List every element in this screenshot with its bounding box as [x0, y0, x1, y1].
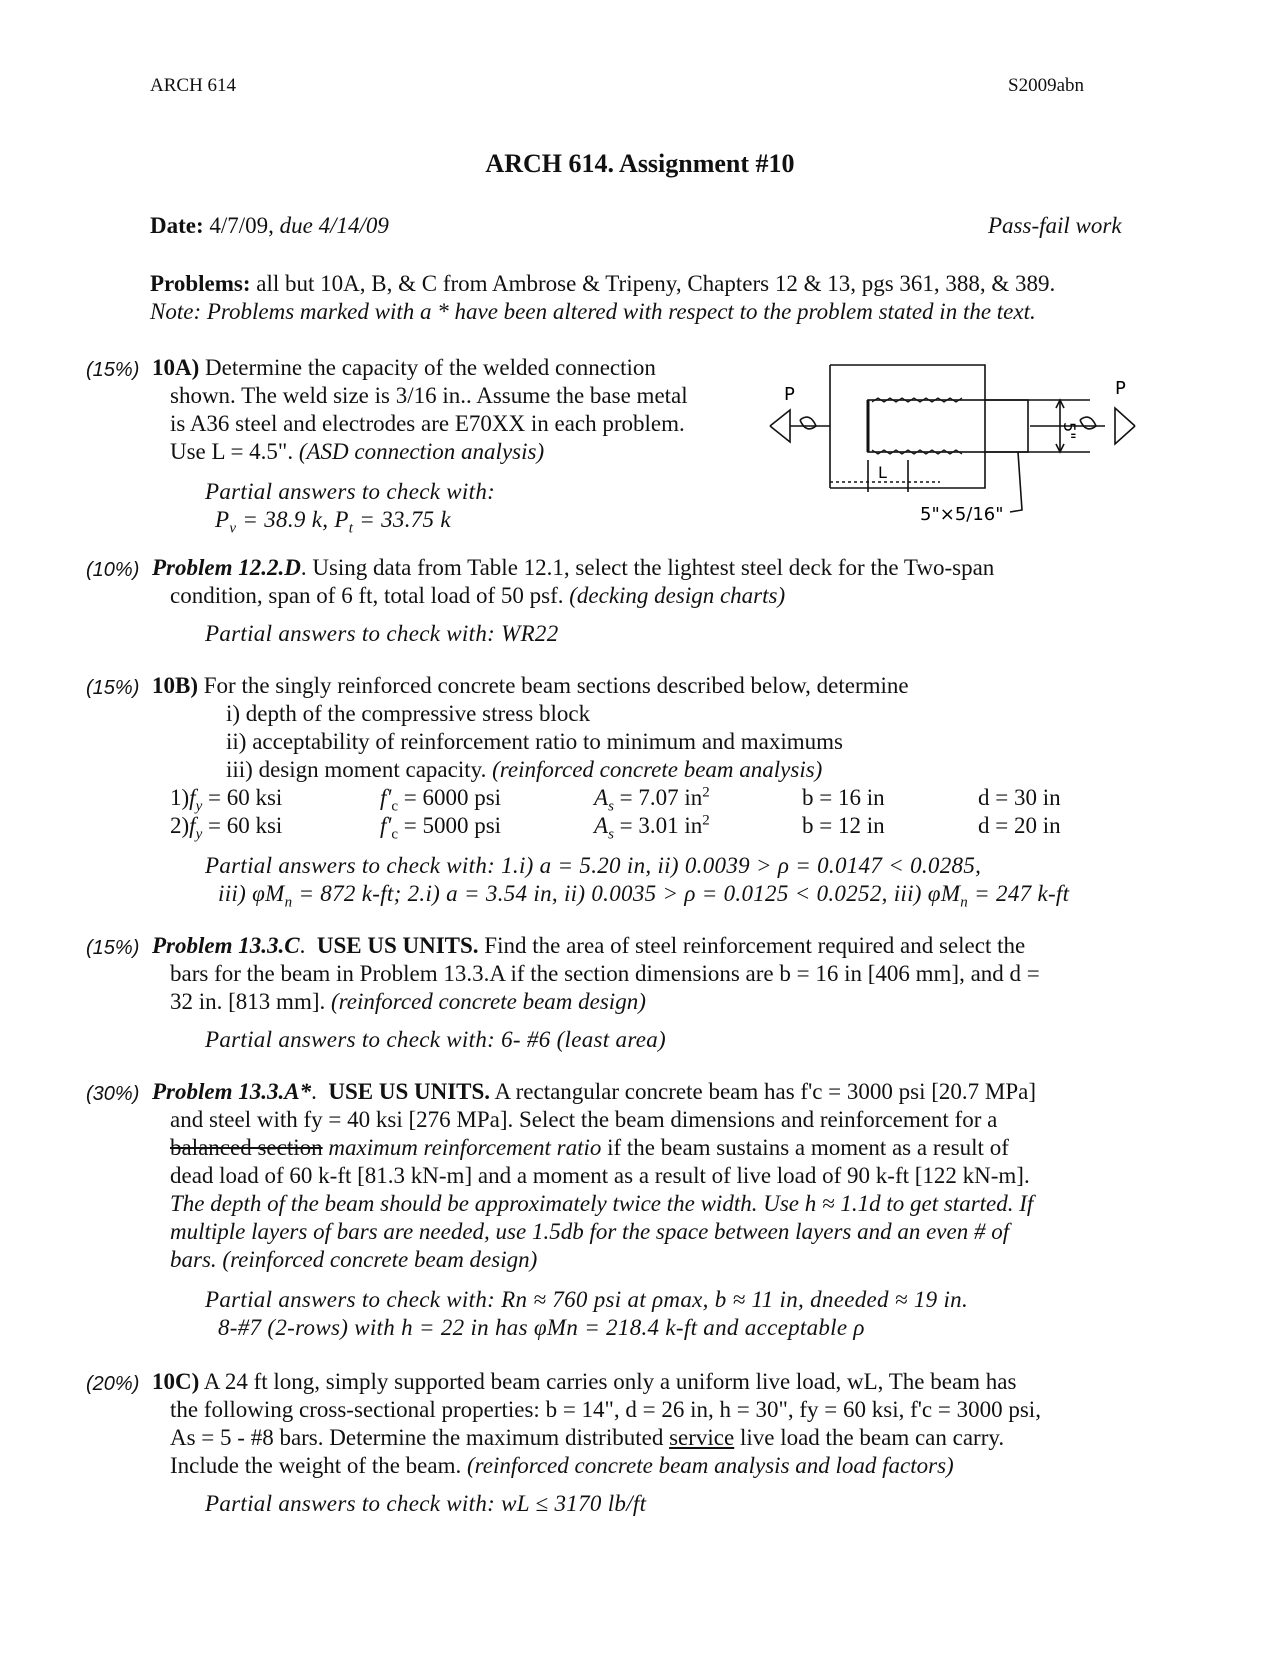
header-course: ARCH 614	[150, 75, 237, 96]
grading-note: Pass-fail work	[988, 213, 1122, 238]
header-code: S2009abn	[1008, 75, 1084, 96]
problem-10a-line2: shown. The weld size is 3/16 in.. Assume the base metal	[170, 383, 688, 408]
problem-10a-text: Determine the capacity of the welded connection	[205, 355, 656, 380]
problem-13-3-a-line2: and steel with fy = 40 ksi [276 MPa]. Select the beam dimensions and reinforcement for a	[170, 1107, 998, 1132]
problem-13-3-c-line1: Problem 13.3.C. USE US UNITS. Find the area of steel reinforcement required and select the	[152, 933, 1026, 958]
problems-label: Problems:	[150, 271, 251, 296]
problem-12-2-d-line2	[170, 582, 785, 610]
struck-text: balanced section	[170, 1135, 323, 1160]
problem-10c-line2: the following cross-sectional properties: b = 14", d = 26 in, h = 30", fy = 60 ksi, f'c = 3000 psi,	[170, 1397, 1041, 1422]
welded-connection-figure	[760, 360, 1160, 550]
dim-height-label: 5"	[1060, 422, 1079, 440]
problem-10a-tag: (ASD connection analysis)	[298, 439, 545, 464]
problem-10b-text: For the singly reinforced concrete beam sections described below, determine	[203, 673, 909, 698]
load-p-left: P	[784, 384, 795, 405]
problem-10b-answer-1: Partial answers to check with: 1.i) a = 5.20 in, ii) 0.0039 > ρ = 0.0147 < 0.0285,	[205, 853, 982, 878]
problems-text: all but 10A, B, & C from Ambrose & Tripeny, Chapters 12 & 13, pgs 361, 388, & 389.	[256, 271, 1056, 296]
problem-13-3-a-text7: bars.	[170, 1247, 217, 1272]
problem-10c-text3-rest: live load the beam can carry.	[739, 1425, 1005, 1450]
problem-13-3-a-answer-1: Partial answers to check with: Rn ≈ 760 psi at ρmax, b ≈ 11 in, dneeded ≈ 19 in.	[205, 1287, 969, 1312]
table-cell-as: $A_s = 3.01$ $in^2$	[594, 812, 710, 843]
problem-12-2-d-label: Problem 12.2.D	[152, 555, 301, 580]
right-arrow	[1115, 408, 1135, 444]
problem-10a-use: Use L = 4.5".	[170, 439, 294, 464]
problem-12-2-d-line1	[152, 554, 994, 582]
problem-10a-line4	[170, 438, 544, 466]
table-cell-fc: $f'_c = 6000$ psi	[380, 785, 502, 815]
problem-13-3-a-tag: (reinforced concrete beam design)	[222, 1247, 538, 1272]
problem-10b-item-2: ii) acceptability of reinforcement ratio to minimum and maximums	[226, 729, 843, 754]
problem-13-3-a-text1: A rectangular concrete beam has f'c = 3000 psi [20.7 MPa]	[494, 1079, 1036, 1104]
weight-10b: (15%)	[86, 677, 140, 699]
problem-10c-text3: As = 5 - #8 bars. Determine the maximum distributed	[170, 1425, 664, 1450]
connected-bar	[868, 400, 1028, 452]
weight-13-3-c: (15%)	[86, 937, 140, 959]
left-arrow	[770, 410, 790, 442]
problem-13-3-c-units: USE US UNITS.	[316, 933, 479, 958]
problem-10c-label: 10C)	[152, 1369, 200, 1394]
table-row: $2)f_y = 60$ ksi	[170, 813, 283, 843]
table-cell-b: b = 16 in	[802, 785, 885, 810]
problem-13-3-c-line3	[170, 988, 646, 1016]
problem-13-3-c-text3: 32 in. [813 mm].	[170, 989, 326, 1014]
problem-13-3-a-units: USE US UNITS.	[328, 1079, 491, 1104]
problem-10b-line1	[152, 672, 909, 700]
problem-10c-answer: Partial answers to check with: wL ≤ 3170 lb/ft	[205, 1491, 647, 1516]
problem-12-2-d-text: . Using data from Table 12.1, select the lightest steel deck for the Two-span	[300, 555, 995, 580]
problem-13-3-a-line7	[170, 1246, 537, 1274]
problem-10c-tag: (reinforced concrete beam analysis and load factors)	[466, 1453, 954, 1478]
date-line	[150, 212, 389, 240]
problem-10a-answer: $P_v = 38.9$ k, $P_t = 33.75$ k	[215, 507, 451, 537]
weight-12-2-d: (10%)	[86, 559, 140, 581]
problem-13-3-a-line3	[170, 1134, 1009, 1162]
table-cell-d: d = 30 in	[978, 785, 1061, 810]
problem-12-2-d-tag: (decking design charts)	[569, 583, 786, 608]
problem-13-3-c-label: Problem 13.3.C	[152, 933, 300, 958]
table-cell-as: $A_s = 7.07$ $in^2$	[594, 784, 710, 815]
problem-10a-line3: is A36 steel and electrodes are E70XX in each problem.	[170, 411, 685, 436]
plate-size-label: 5"×5/16"	[920, 504, 1004, 525]
date-label: Date:	[150, 213, 204, 238]
problem-13-3-a-line5: The depth of the beam should be approximately twice the width. Use h ≈ 1.1d to get started. If	[170, 1191, 1034, 1216]
problems-note: Note: Problems marked with a * have been altered with respect to the problem stated in the text.	[150, 299, 1036, 324]
problem-10a-answer-label: Partial answers to check with:	[205, 479, 496, 504]
problem-12-2-d-text2: condition, span of 6 ft, total load of 50 psf.	[170, 583, 564, 608]
table-row: $1)f_y = 60$ ksi	[170, 785, 283, 815]
problems-intro	[150, 270, 1055, 298]
problem-13-3-a-line1: Problem 13.3.A*. USE US UNITS. A rectangular concrete beam has f'c = 3000 psi [20.7 MPa]	[152, 1079, 1036, 1104]
underlined-service: service	[669, 1425, 735, 1450]
problem-13-3-a-label: Problem 13.3.A*	[152, 1079, 312, 1104]
table-cell-fc: $f'_c = 5000$ psi	[380, 813, 502, 843]
problem-10b-item-3	[226, 756, 822, 784]
problem-13-3-c-answer: Partial answers to check with: 6- #6 (least area)	[205, 1027, 666, 1052]
problem-10c-line4	[170, 1452, 954, 1480]
table-cell-d: d = 20 in	[978, 813, 1061, 838]
dim-length-label: L	[878, 463, 887, 482]
problem-13-3-c-line2: bars for the beam in Problem 13.3.A if the section dimensions are b = 16 in [406 mm], and d =	[170, 961, 1040, 986]
answer-pv-symbol: P	[215, 507, 230, 532]
weight-13-3-a: (30%)	[86, 1083, 140, 1105]
problem-10b-item-1: i) depth of the compressive stress block	[226, 701, 591, 726]
problem-13-3-c-text1: Find the area of steel reinforcement required and select the	[484, 933, 1026, 958]
problem-13-3-a-line6: multiple layers of bars are needed, use 1.5db for the space between layers and an even # of	[170, 1219, 1010, 1244]
problem-13-3-a-text3: if the beam sustains a moment as a result of	[607, 1135, 1009, 1160]
page-title: ARCH 614. Assignment #10	[485, 149, 795, 178]
problem-10c-text1: A 24 ft long, simply supported beam carries only a uniform live load, wL, The beam has	[203, 1369, 1017, 1394]
problem-13-3-a-answer-2: 8-#7 (2-rows) with h = 22 in has φMn = 218.4 k-ft and acceptable ρ	[218, 1315, 865, 1340]
load-p-right: P	[1115, 378, 1126, 399]
problem-10b-label: 10B)	[152, 673, 198, 698]
weight-10c: (20%)	[86, 1373, 140, 1395]
problem-10b-tag: (reinforced concrete beam analysis)	[492, 757, 823, 782]
problem-10a-line1	[152, 354, 656, 382]
date-value: 4/7/09,	[209, 213, 274, 238]
problem-10b-answer-2: iii) $\varphi M_n = 872$ k-ft; 2.i) a = 3.54 in, ii) 0.0035 > ρ = 0.0125 < 0.0252, iii) $\varphi M_n = 247$ k-ft	[218, 881, 1070, 911]
weight-10a: (15%)	[86, 359, 140, 381]
problem-10a-label: 10A)	[152, 355, 200, 380]
problem-10b-item-3-text: iii) design moment capacity.	[226, 757, 487, 782]
table-cell-b: b = 12 in	[802, 813, 885, 838]
problem-13-3-a-italic: maximum reinforcement ratio	[328, 1135, 602, 1160]
problem-10c-line1	[152, 1368, 1016, 1396]
due-date: due 4/14/09	[279, 213, 389, 238]
problem-12-2-d-answer: Partial answers to check with: WR22	[205, 621, 559, 646]
problem-13-3-a-line4: dead load of 60 k-ft [81.3 kN-m] and a moment as a result of live load of 90 k-ft [122 kN-m].	[170, 1163, 1030, 1188]
problem-10c-line3	[170, 1424, 1004, 1452]
problem-10c-text4: Include the weight of the beam.	[170, 1453, 462, 1478]
problem-13-3-c-tag: (reinforced concrete beam design)	[331, 989, 646, 1014]
